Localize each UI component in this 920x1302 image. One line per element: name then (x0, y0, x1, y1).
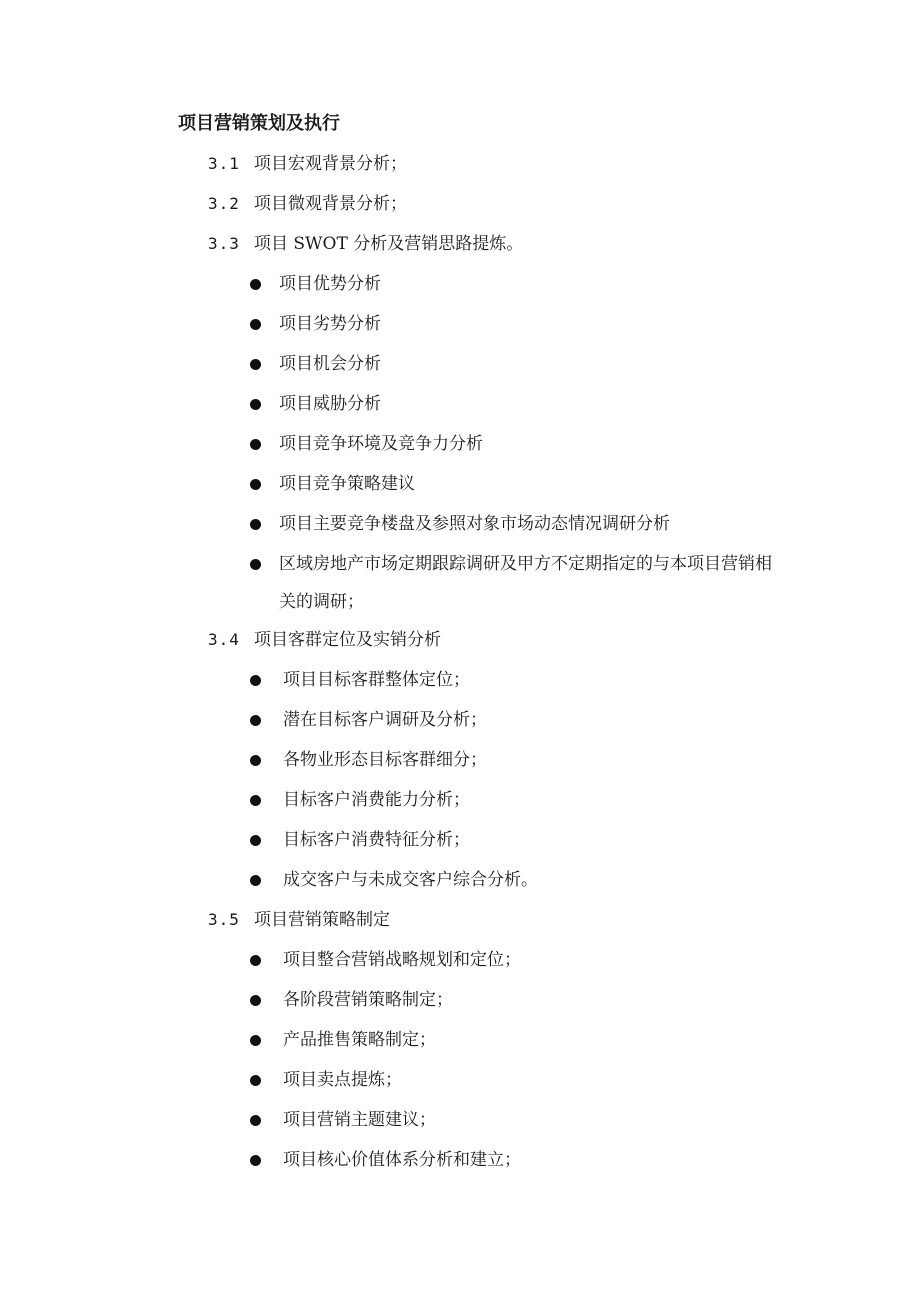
bullet-icon (250, 359, 261, 370)
bullet-icon (250, 955, 261, 966)
bullet-icon (250, 715, 261, 726)
section-heading (208, 908, 390, 932)
section-heading (208, 232, 523, 256)
list-item-text: 项目主要竞争楼盘及参照对象市场动态情况调研分析 (279, 514, 670, 534)
bullet-icon (250, 755, 261, 766)
section-heading (208, 152, 407, 176)
bullet-icon (250, 1155, 261, 1166)
list-item-text: 项目卖点提炼； (283, 1070, 402, 1090)
bullet-icon (250, 559, 261, 570)
section-label: 项目 SWOT 分析及营销思路提炼。 (254, 234, 524, 254)
list-item-text: 产品推售策略制定； (283, 1030, 436, 1050)
list-item-text: 潜在目标客户调研及分析； (283, 710, 487, 730)
bullet-icon (250, 1115, 261, 1126)
list-item-text: 目标客户消费特征分析； (283, 830, 470, 850)
section-number: 3.5 (208, 910, 240, 929)
list-item-text: 各阶段营销策略制定； (283, 990, 453, 1010)
list-item-text: 各物业形态目标客群细分； (283, 750, 487, 770)
list-item-text: 项目营销主题建议； (283, 1110, 436, 1130)
bullet-icon (250, 675, 261, 686)
bullet-icon (250, 519, 261, 530)
list-item-text: 项目核心价值体系分析和建立； (283, 1150, 521, 1170)
bullet-icon (250, 835, 261, 846)
bullet-icon (250, 1035, 261, 1046)
section-number: 3.4 (208, 630, 240, 649)
section-label: 项目宏观背景分析； (254, 154, 407, 174)
list-item-text: 项目竞争策略建议 (279, 474, 415, 494)
bullet-icon (250, 995, 261, 1006)
list-item-text: 项目劣势分析 (279, 314, 381, 334)
bullet-icon (250, 1075, 261, 1086)
list-item-text: 项目整合营销战略规划和定位； (283, 950, 521, 970)
list-item-text: 项目目标客群整体定位； (283, 670, 470, 690)
bullet-icon (250, 439, 261, 450)
bullet-icon (250, 875, 261, 886)
section-label: 项目微观背景分析； (254, 194, 407, 214)
section-number: 3.3 (208, 234, 240, 253)
section-number: 3.2 (208, 194, 240, 213)
bullet-icon (250, 399, 261, 410)
bullet-icon (250, 795, 261, 806)
list-item-text: 项目竞争环境及竞争力分析 (279, 434, 483, 454)
bullet-icon (250, 479, 261, 490)
list-item-text: 目标客户消费能力分析； (283, 790, 470, 810)
section-heading (208, 628, 441, 652)
list-item-text: 项目机会分析 (279, 354, 381, 374)
section-heading (208, 192, 407, 216)
list-item-text: 成交客户与未成交客户综合分析。 (283, 870, 538, 890)
document-title: 项目营销策划及执行 (178, 113, 340, 134)
section-number: 3.1 (208, 154, 240, 173)
bullet-icon (250, 279, 261, 290)
section-label: 项目营销策略制定 (254, 910, 390, 930)
bullet-icon (250, 319, 261, 330)
list-item-text: 项目优势分析 (279, 274, 381, 294)
list-item-text: 项目威胁分析 (279, 394, 381, 414)
list-item-text: 区域房地产市场定期跟踪调研及甲方不定期指定的与本项目营销相关的调研； (279, 554, 772, 612)
section-label: 项目客群定位及实销分析 (254, 630, 441, 650)
